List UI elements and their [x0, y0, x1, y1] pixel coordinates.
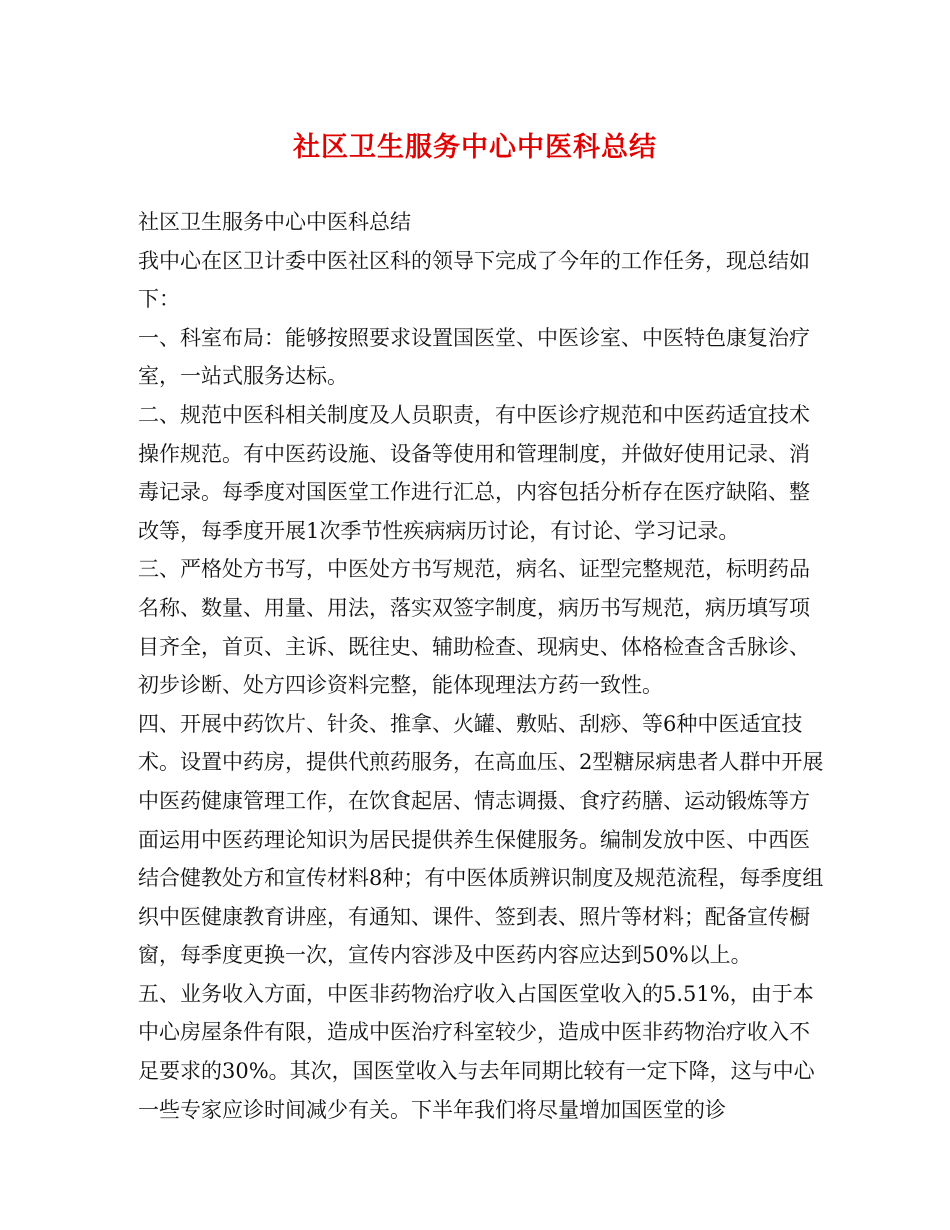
section-4-paragraph: 四、开展中药饮片、针灸、推拿、火罐、敷贴、刮痧、等6种中医适宜技术。设置中药房，提供代煎药服务，在高血压、2型糖尿病患者人群中开展中医药健康管理工作，在饮食起居、情志调摄、食疗药膳、运动锻炼等方面运用中医药理论知识为居民提供养生保健服务。编制发放中医、中西医结合健教处方和宣传材料8种；有中医体质辨识制度及规范流程，每季度组织中医健康教育讲座，有通知、课件、签到表、照片等材料；配备宣传橱窗，每季度更换一次，宣传内容涉及中医药内容应达到50%以上。 — [138, 711, 824, 968]
section-2-paragraph: 二、规范中医科相关制度及人员职责，有中医诊疗规范和中医药适宜技术操作规范。有中医药设施、设备等使用和管理制度，并做好使用记录、消毒记录。每季度对国医堂工作进行汇总，内容包括分析存在医疗缺陷、整改等，每季度开展1次季节性疾病病历讨论，有讨论、学习记录。 — [138, 402, 810, 543]
intro-paragraph: 我中心在区卫计委中医社区科的领导下完成了今年的工作任务，现总结如下： — [138, 248, 810, 312]
subtitle-paragraph: 社区卫生服务中心中医科总结 — [138, 210, 411, 234]
document-title: 社区卫生服务中心中医科总结 — [293, 132, 657, 163]
document-body — [138, 203, 828, 1129]
section-1-paragraph: 一、科室布局：能够按照要求设置国医堂、中医诊室、中医特色康复治疗室，一站式服务达标。 — [138, 325, 810, 389]
section-3-paragraph: 三、严格处方书写，中医处方书写规范，病名、证型完整规范，标明药品名称、数量、用量、用法，落实双签字制度，病历书写规范，病历填写项目齐全，首页、主诉、既往史、辅助检查、现病史、体格检查含舌脉诊、初步诊断、处方四诊资料完整，能体现理法方药一致性。 — [138, 557, 810, 698]
section-5-paragraph: 五、业务收入方面，中医非药物治疗收入占国医堂收入的5.51%，由于本中心房屋条件有限，造成中医治疗科室较少，造成中医非药物治疗收入不足要求的30%。其次，国医堂收入与去年同期比较有一定下降，这与中心一些专家应诊时间减少有关。下半年我们将尽量增加国医堂的诊 — [138, 981, 815, 1122]
